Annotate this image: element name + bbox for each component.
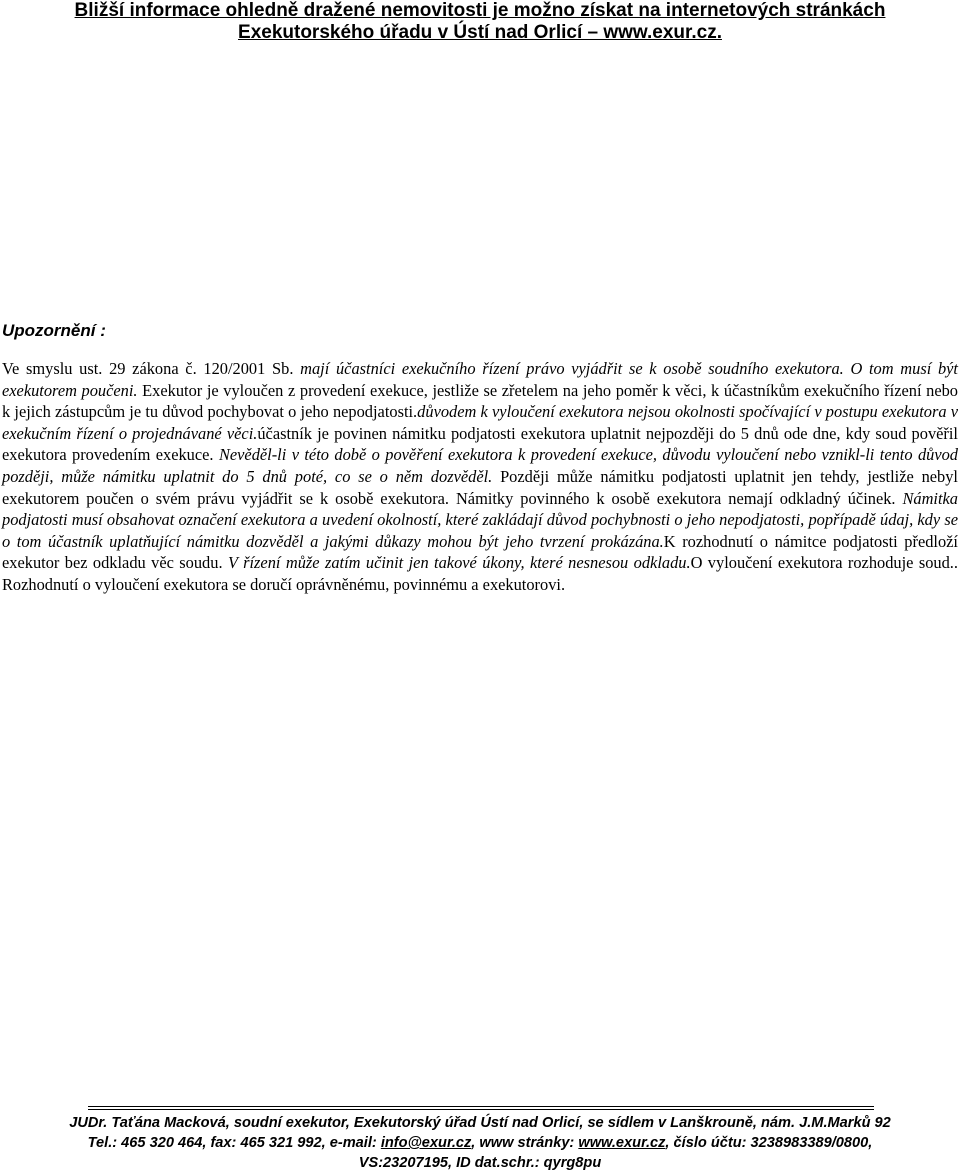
website-link[interactable]: www.exur.cz bbox=[578, 1135, 666, 1151]
notice-sentence-2: Exekutor je vyloučen z provedení exekuce, jestliže se zřetelem na jeho poměr k věci, k účastníkům exekučního řízení nebo k jejich zástupcům je tu důvod pochybovat o jeho nepodjatosti. bbox=[2, 380, 958, 422]
footer-divider bbox=[88, 1106, 874, 1107]
email-link[interactable]: info@exur.cz bbox=[380, 1135, 472, 1151]
footer-line-3: VS:23207195, ID dat.schr.: qyrg8pu bbox=[358, 1155, 602, 1171]
footer-contact-text: Tel.: 465 320 464, fax: 465 321 992, e-mail: bbox=[87, 1135, 381, 1151]
notice-sentence-10: O vyloučení exekutora rozhoduje soud.. Rozhodnutí o vyloučení exekutora se doručí oprávněnému, povinnému a exekutorovi. bbox=[2, 553, 959, 594]
page-header bbox=[0, 0, 960, 44]
footer-divider-double bbox=[88, 1109, 874, 1110]
warning-title: Upozornění : bbox=[2, 321, 106, 340]
header-line-1: Bližší informace ohledně dražené nemovitosti je možno získat na internetových stránkách bbox=[74, 0, 886, 21]
notice-body bbox=[2, 358, 958, 596]
notice-sentence-4: účastník je povinen námitku podjatosti exekutora uplatnit nejpozději do 5 dnů ode dne, kdy soud pověřil exekutora provedením exekuce. bbox=[2, 423, 958, 465]
notice-sentence-8: K rozhodnutí o námitce podjatosti předloží exekutor bez odkladu věc soudu. bbox=[2, 531, 958, 573]
notice-sentence-7: Námitka podjatosti musí obsahovat označení exekutora a uvedení okolností, které zakládají důvod pochybnosti o jeho nepodjatosti, popřípadě údaj, kdy se o tom účastník uplatňující námitku dozvěděl a jakými důkazy mohou být jeho tvrzení prokázána. bbox=[2, 488, 958, 551]
legal-reference: Ve smyslu ust. 29 zákona č. 120/2001 Sb. bbox=[2, 359, 294, 378]
footer-line-2 bbox=[0, 1133, 960, 1153]
footer-line-1: JUDr. Taťána Macková, soudní exekutor, Exekutorský úřad Ústí nad Orlicí, se sídlem v Lanškrouně, nám. J.M.Marků 92 bbox=[69, 1115, 891, 1131]
footer-text bbox=[0, 1113, 960, 1173]
notice-sentence-5: Nevěděl-li v této době o pověření exekutora k provedení exekuce, důvodu vyloučení nebo vznikl-li tento důvod později, může námitku uplatnit do 5 dnů poté, co se o něm dozvěděl. bbox=[2, 445, 959, 486]
footer-web-label: , www stránky: bbox=[471, 1135, 579, 1151]
notice-sentence-1: mají účastníci exekučního řízení právo vyjádřit se k osobě soudního exekutora. O tom musí být exekutorem poučeni. bbox=[2, 359, 958, 400]
notice-sentence-9: V řízení může zatím učinit jen takové úkony, které nesnesou odkladu. bbox=[222, 553, 691, 573]
header-line-2: Exekutorského úřadu v Ústí nad Orlicí – www.exur.cz. bbox=[238, 22, 722, 43]
notice-sentence-6: Později může námitku podjatosti uplatnit jen tehdy, jestliže nebyl exekutorem poučen o svém právu vyjádřit se k osobě exekutora. Námitky povinného k osobě exekutora nemají odkladný účinek. bbox=[2, 466, 958, 508]
footer-account-text: , číslo účtu: 3238983389/0800, bbox=[665, 1135, 873, 1151]
notice-sentence-3: důvodem k vyloučení exekutora nejsou okolnosti spočívající v postupu exekutora v exekučním řízení o projednávané věci. bbox=[2, 402, 959, 443]
